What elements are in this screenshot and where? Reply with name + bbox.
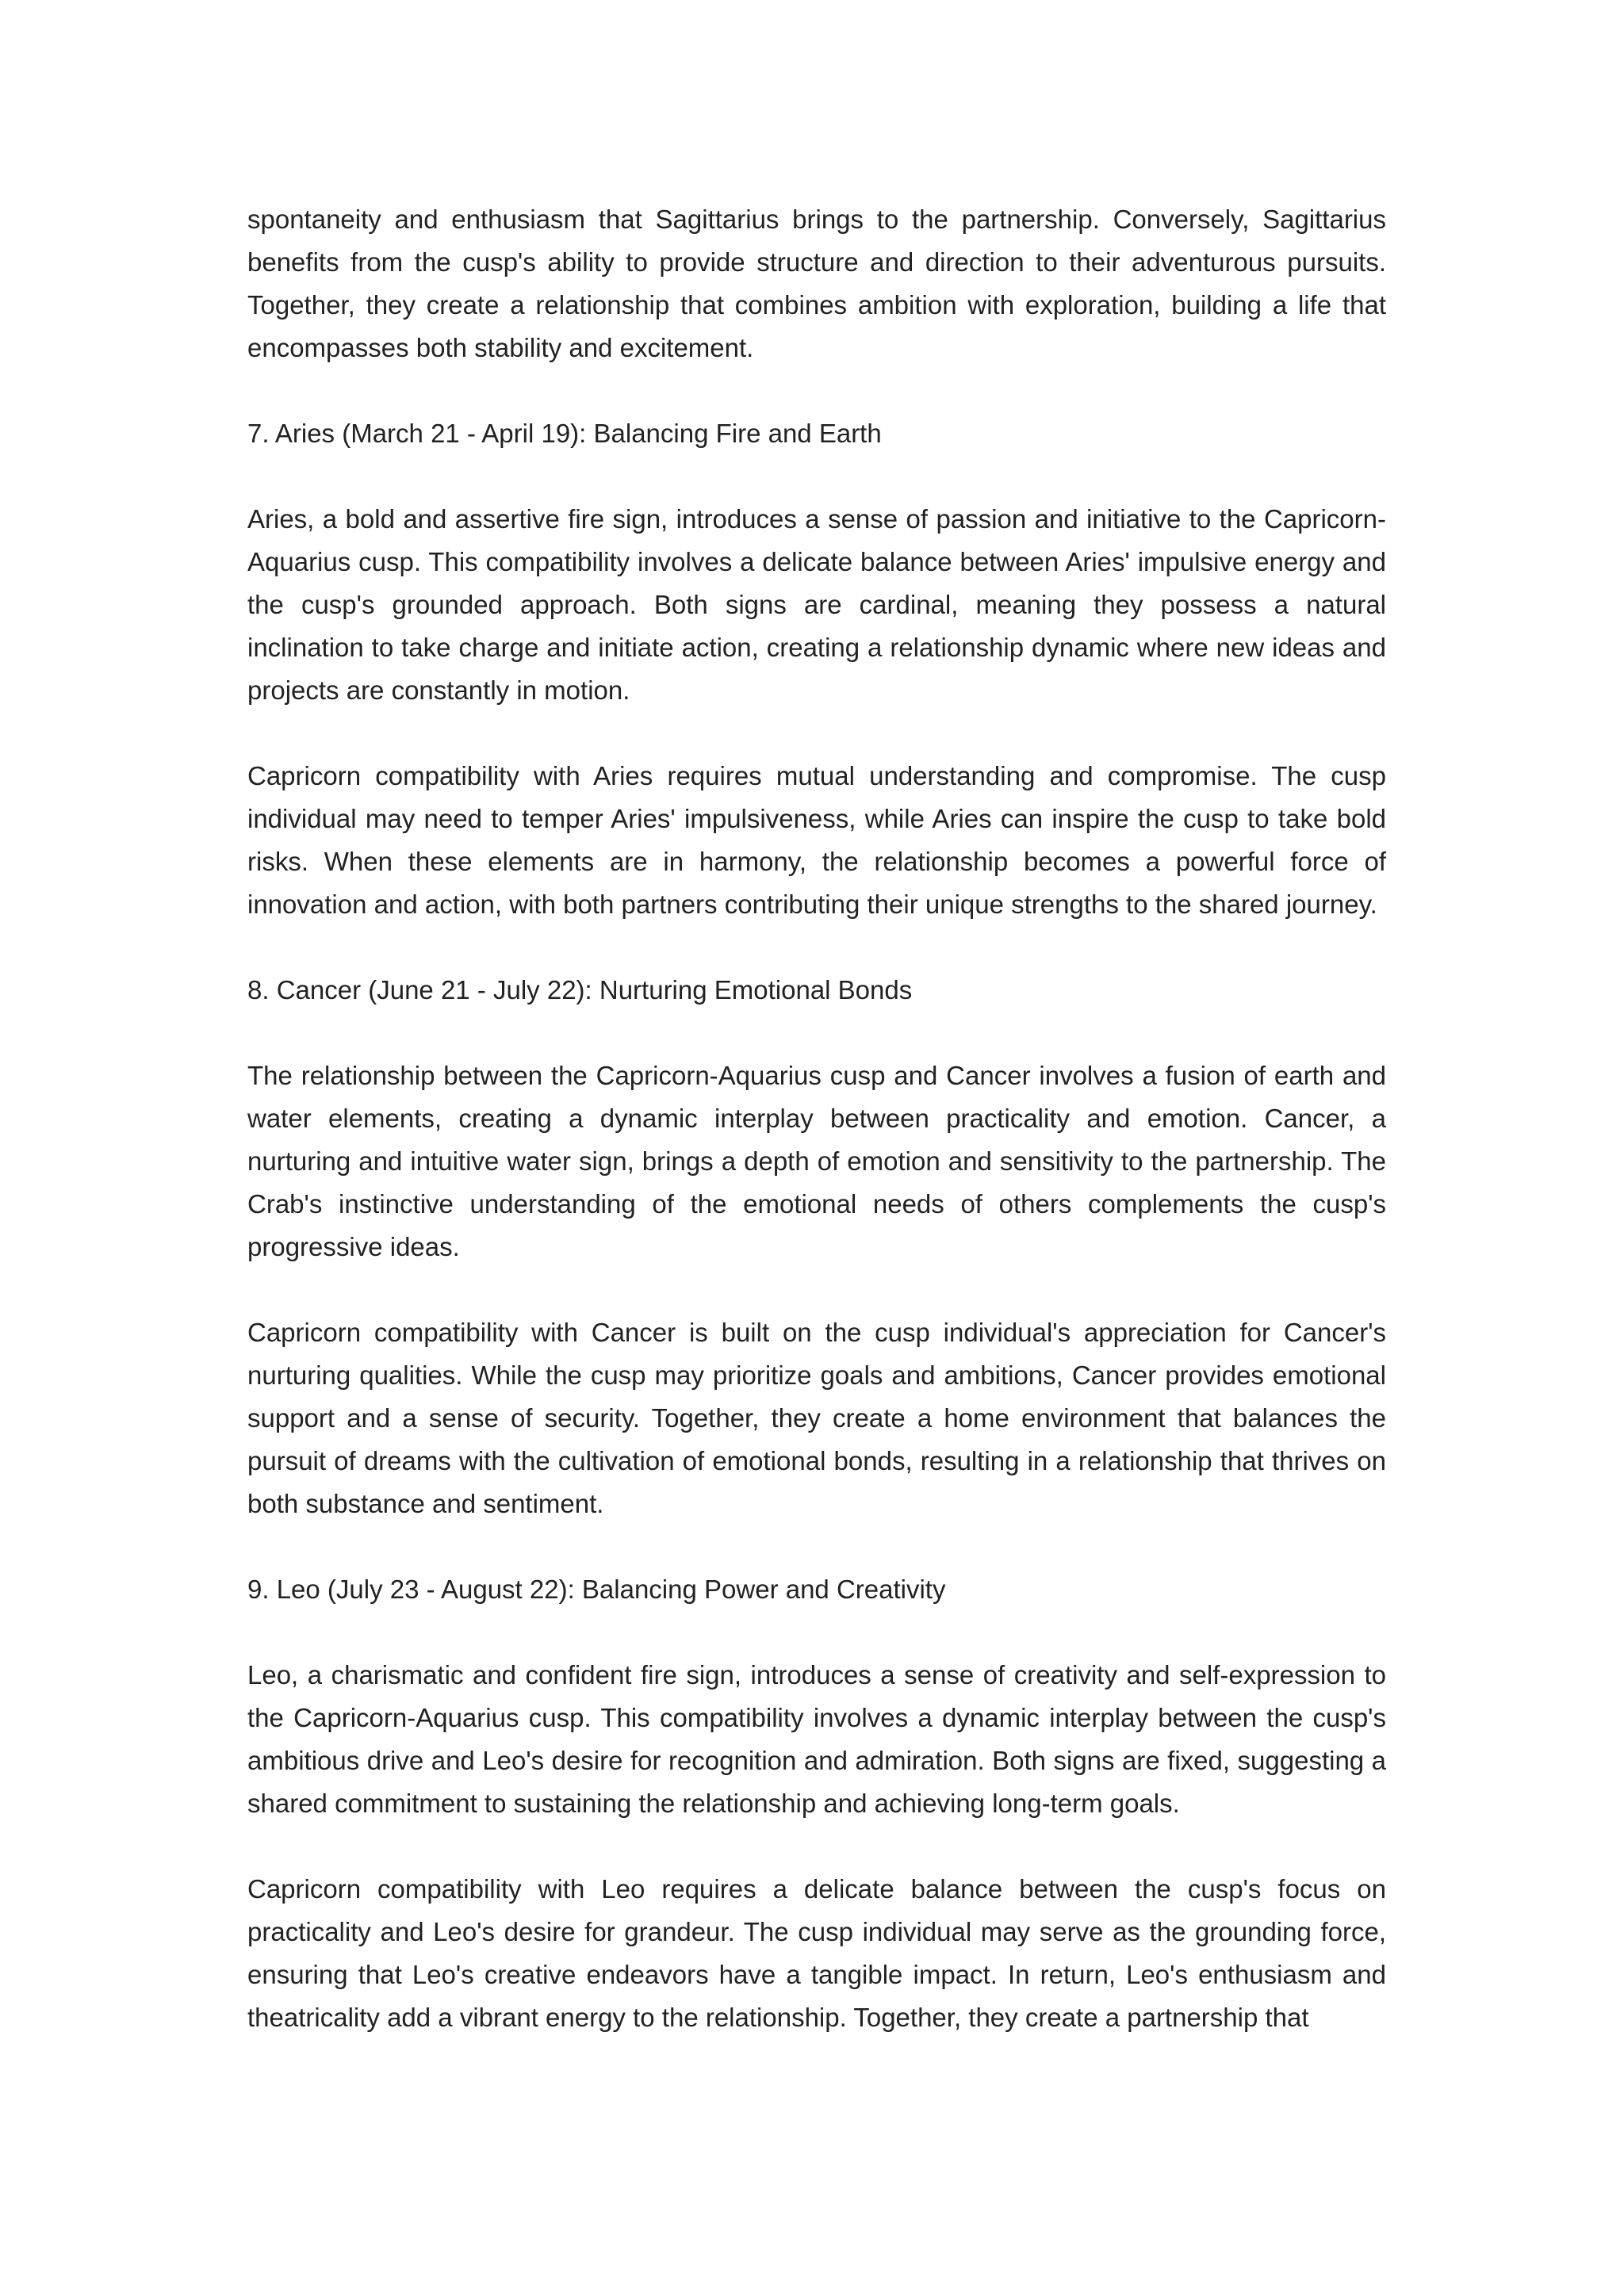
body-paragraph: Leo, a charismatic and confident fire sign, introduces a sense of creativity and self-expression to the Capricorn-Aquarius cusp. This compatibility involves a dynamic interplay between the cusp's ambitious drive and Leo's desire for recognition and admiration. Both signs are fixed, suggesting a shared commitment to sustaining the relationship and achieving long-term goals. — [247, 1660, 1386, 1818]
body-paragraph: Capricorn compatibility with Leo requires a delicate balance between the cusp's focus on practicality and Leo's desire for grandeur. The cusp individual may serve as the grounding force, ensuring that Leo's creative endeavors have a tangible impact. In return, Leo's enthusiasm and theatricality add a vibrant energy to the relationship. Together, they create a partnership that — [247, 1874, 1386, 2032]
body-paragraph: spontaneity and enthusiasm that Sagittarius brings to the partnership. Conversely, Sagittarius benefits from the cusp's ability to provide structure and direction to their adventurous pursuits. Together, they create a relationship that combines ambition with exploration, building a life that encompasses both stability and excitement. — [247, 205, 1386, 362]
body-paragraph: Aries, a bold and assertive fire sign, introduces a sense of passion and initiative to the Capricorn-Aquarius cusp. This compatibility involves a delicate balance between Aries' impulsive energy and the cusp's grounded approach. Both signs are cardinal, meaning they possess a natural inclination to take charge and initiate action, creating a relationship dynamic where new ideas and projects are constantly in motion. — [247, 504, 1386, 705]
body-paragraph: Capricorn compatibility with Cancer is built on the cusp individual's appreciation for Cancer's nurturing qualities. While the cusp may prioritize goals and ambitions, Cancer provides emotional support and a sense of security. Together, they create a home environment that balances the pursuit of dreams with the cultivation of emotional bonds, resulting in a relationship that thrives on both substance and sentiment. — [247, 1318, 1386, 1518]
document-body — [247, 198, 1386, 2082]
body-paragraph: Capricorn compatibility with Aries requires mutual understanding and compromise. The cusp individual may need to temper Aries' impulsiveness, while Aries can inspire the cusp to take bold risks. When these elements are in harmony, the relationship becomes a powerful force of innovation and action, with both partners contributing their unique strengths to the shared journey. — [247, 761, 1386, 919]
section-heading: 9. Leo (July 23 - August 22): Balancing Power and Creativity — [247, 1575, 946, 1604]
body-paragraph: The relationship between the Capricorn-Aquarius cusp and Cancer involves a fusion of earth and water elements, creating a dynamic interplay between practicality and emotion. Cancer, a nurturing and intuitive water sign, brings a depth of emotion and sensitivity to the partnership. The Crab's instinctive understanding of the emotional needs of others complements the cusp's progressive ideas. — [247, 1061, 1386, 1261]
section-heading: 8. Cancer (June 21 - July 22): Nurturing Emotional Bonds — [247, 975, 913, 1004]
section-heading: 7. Aries (March 21 - April 19): Balancing Fire and Earth — [247, 419, 882, 448]
